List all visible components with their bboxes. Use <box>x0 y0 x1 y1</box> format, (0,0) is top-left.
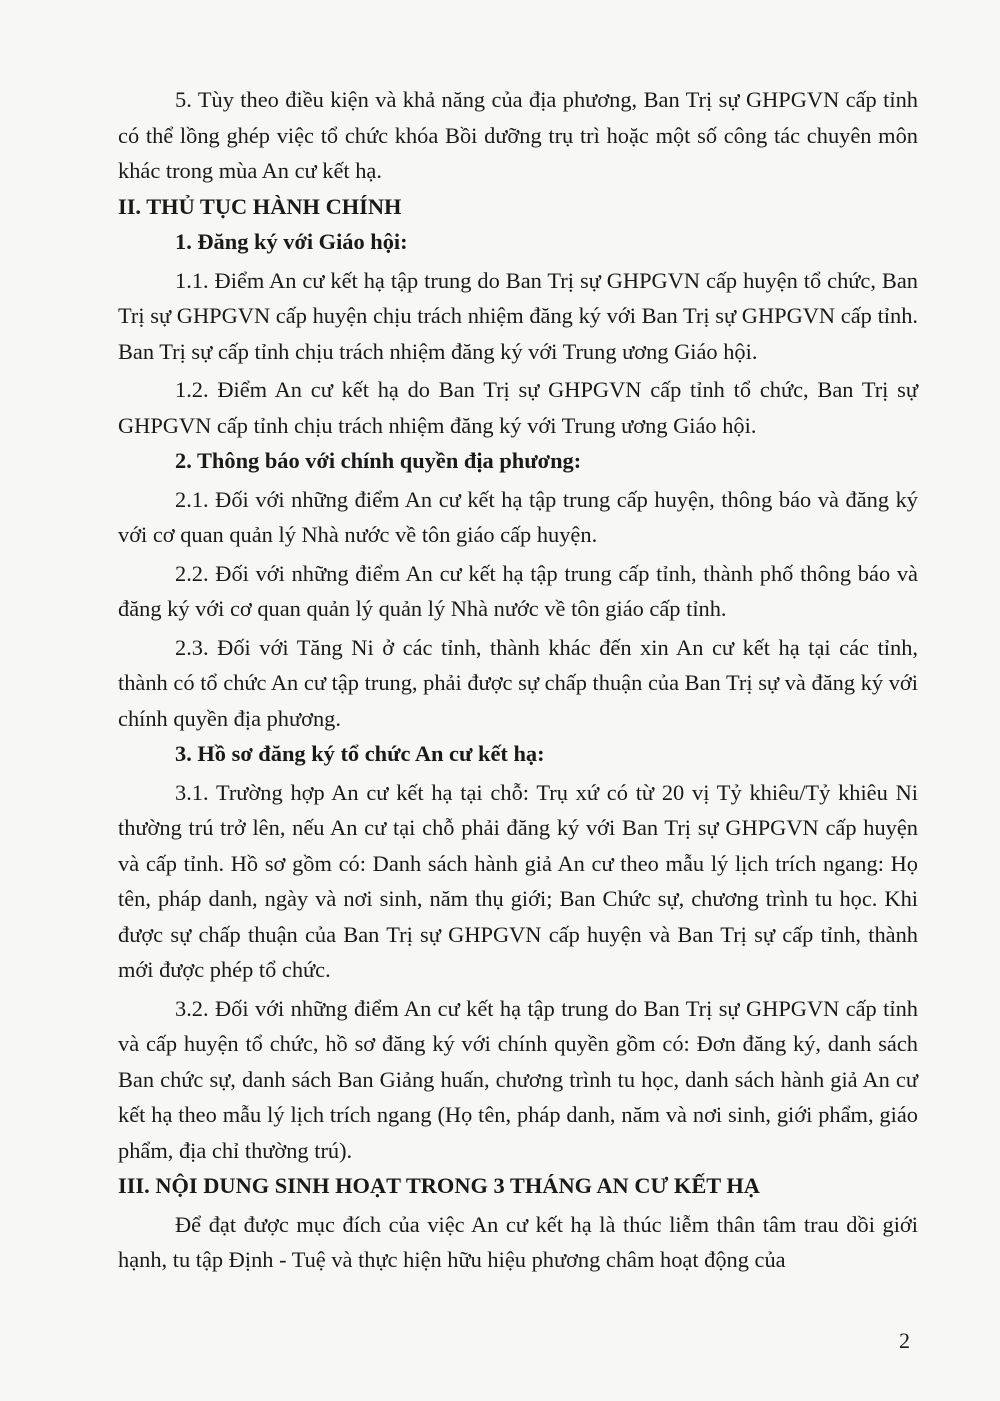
subheading-3: 3. Hồ sơ đăng ký tổ chức An cư kết hạ: <box>175 741 545 766</box>
paragraph-1-1: 1.1. Điểm An cư kết hạ tập trung do Ban Trị sự GHPGVN cấp huyện tổ chức, Ban Trị sự GHPGVN cấp huyện chịu trách nhiệm đăng ký với Ban Trị sự GHPGVN cấp tỉnh. Ban Trị sự cấp tỉnh chịu trách nhiệm đăng ký với Trung ương Giáo hội. <box>118 267 918 364</box>
paragraph-intro-iii: Để đạt được mục đích của việc An cư kết hạ là thúc liễm thân tâm trau dồi giới hạnh, tu tập Định - Tuệ và thực hiện hữu hiệu phương châm hoạt động của <box>118 1211 918 1272</box>
page-number: 2 <box>899 1328 910 1353</box>
paragraph-3-2: 3.2. Đối với những điểm An cư kết hạ tập trung do Ban Trị sự GHPGVN cấp tỉnh và cấp huyện tổ chức, hồ sơ đăng ký với chính quyền gồm có: Đơn đăng ký, danh sách Ban chức sự, danh sách Ban Giảng huấn, chương trình tu học, danh sách hành giả An cư kết hạ theo mẫu lý lịch trích ngang (Họ tên, pháp danh, năm và nơi sinh, giới phẩm, giáo phẩm, địa chỉ thường trú). <box>118 995 918 1163</box>
document-body <box>118 82 918 1278</box>
subheading-1: 1. Đăng ký với Giáo hội: <box>175 229 408 254</box>
paragraph-3-1: 3.1. Trường hợp An cư kết hạ tại chỗ: Trụ xứ có từ 20 vị Tỷ khiêu/Tỷ khiêu Ni thường trú trở lên, nếu An cư tại chỗ phải đăng ký với Ban Trị sự GHPGVN cấp huyện và cấp tỉnh. Hồ sơ gồm có: Danh sách hành giả An cư theo mẫu lý lịch trích ngang: Họ tên, pháp danh, ngày và nơi sinh, năm thụ giới; Ban Chức sự, chương trình tu học. Khi được sự chấp thuận của Ban Trị sự GHPGVN cấp huyện và Ban Trị sự cấp tỉnh, thành mới được phép tổ chức. <box>118 779 918 982</box>
paragraph-2-3: 2.3. Đối với Tăng Ni ở các tỉnh, thành khác đến xin An cư kết hạ tại các tỉnh, thành có tổ chức An cư tập trung, phải được sự chấp thuận của Ban Trị sự và đăng ký với chính quyền địa phương. <box>118 634 918 731</box>
paragraph-5: 5. Tùy theo điều kiện và khả năng của địa phương, Ban Trị sự GHPGVN cấp tỉnh có thể lồng ghép việc tổ chức khóa Bồi dưỡng trụ trì hoặc một số công tác chuyên môn khác trong mùa An cư kết hạ. <box>118 87 918 183</box>
section-heading-ii: II. THỦ TỤC HÀNH CHÍNH <box>118 193 402 219</box>
section-heading-iii: III. NỘI DUNG SINH HOẠT TRONG 3 THÁNG AN CƯ KẾT HẠ <box>118 1173 760 1198</box>
paragraph-1-2: 1.2. Điểm An cư kết hạ do Ban Trị sự GHPGVN cấp tỉnh tổ chức, Ban Trị sự GHPGVN cấp tỉnh chịu trách nhiệm đăng ký với Trung ương Giáo hội. <box>118 377 918 438</box>
subheading-2: 2. Thông báo với chính quyền địa phương: <box>175 448 582 473</box>
paragraph-2-1: 2.1. Đối với những điểm An cư kết hạ tập trung cấp huyện, thông báo và đăng ký với cơ quan quản lý Nhà nước về tôn giáo cấp huyện. <box>118 486 918 547</box>
paragraph-2-2: 2.2. Đối với những điểm An cư kết hạ tập trung cấp tỉnh, thành phố thông báo và đăng ký với cơ quan quản lý quản lý Nhà nước về tôn giáo cấp tỉnh. <box>118 560 918 621</box>
